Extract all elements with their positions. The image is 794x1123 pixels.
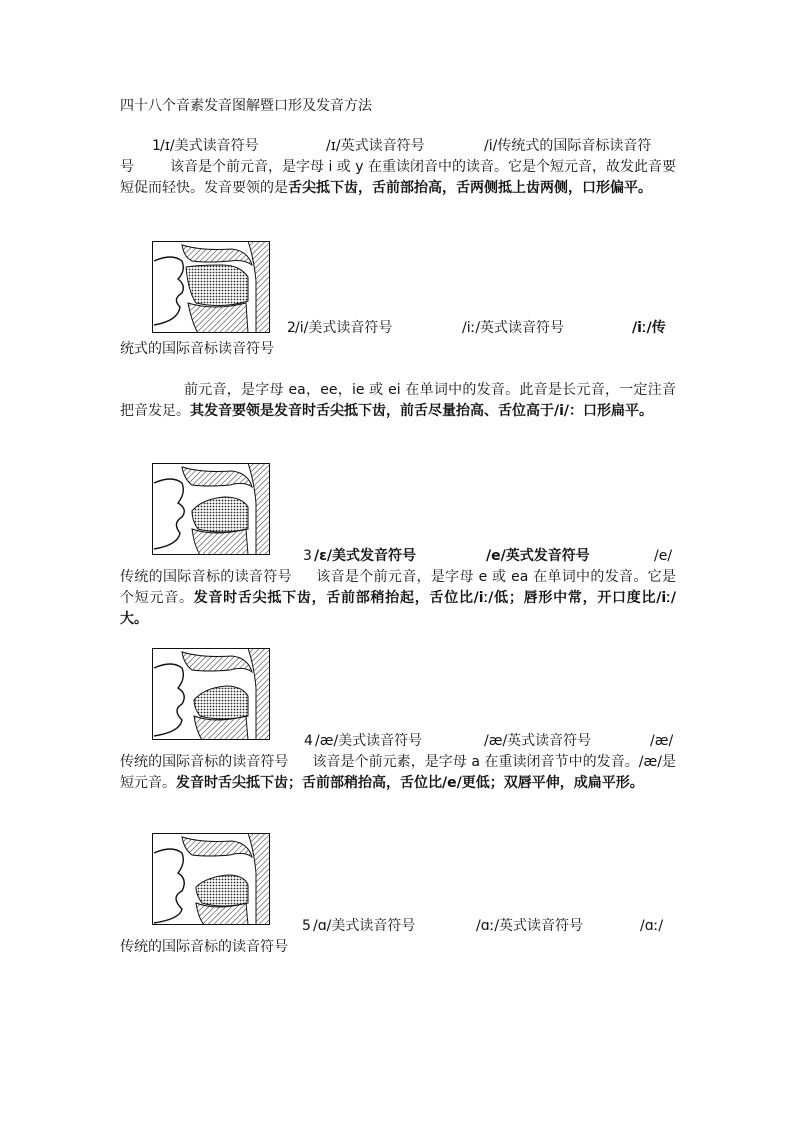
item-3-us-label: /ɛ/美式发音符号 [314,548,417,564]
item-2-trad-label-cont: 统式的国际音标读音符号 [120,341,274,357]
item-4-us-label: /æ/美式读音符号 [315,733,423,749]
item-4-desc-bold: 发音时舌尖抵下齿；舌前部稍抬高，舌位比/e/更低；双唇平伸，成扁平形。 [176,775,644,791]
item-1-uk-label: /ɪ/英式读音符号 [326,138,425,154]
item-1-us-label: /ɪ/美式读音符号 [160,138,259,154]
item-2-desc-bold: 其发音要领是发音时舌尖抵下齿，前舌尽量抬高、舌位高于/i/：口形扁平。 [190,403,654,419]
item-1-trad-label-cont: 号 [120,159,134,175]
item-3-trad-label: /e/ [654,548,673,564]
item-1-desc-bold: 舌尖抵下齿，舌前部抬高，舌两侧抵上齿两侧，口形偏平。 [288,180,652,196]
item-index: 4 [304,733,313,749]
item-3-header [303,546,312,567]
item-index: 1 [152,138,161,154]
item-3-uk-label: /e/英式发音符号 [486,548,590,564]
item-1-trad-label: /i/传统式的国际音标读音符 [484,138,652,154]
item-3-trad-label-cont: 传统的国际音标的读音符号 [120,569,292,585]
mouth-diagram-1 [152,241,270,333]
item-5-trad-label: /ɑː/ [640,918,664,934]
item-4-header [304,731,313,752]
item-1-description [120,157,676,199]
item-4-desc-normal: 该音是个前元素，是字母 a 在重读闭音节中的发音。/æ/是短元音。 [120,754,676,791]
mouth-diagram-4 [152,833,270,925]
item-3-desc-bold: 发音时舌尖抵下齿，舌前部稍抬起，舌位比/iː/低；唇形中常，开口度比/iː/大。 [120,590,677,627]
item-2-uk-label: /iː/英式读音符号 [462,320,565,336]
page-title: 四十八个音素发音图解暨口形及发音方法 [120,98,372,114]
item-index: 5 [302,918,311,934]
item-5-trad-label-cont: 传统的国际音标的读音符号 [120,939,288,955]
item-3-desc-normal: 该音是个前元音，是字母 e 或 ea 在单词中的发音。它是个短元音。 [120,569,677,606]
item-2-trad-label: /iː/传 [632,320,666,336]
mouth-diagram-3 [152,648,270,740]
item-4-trad-label: /æ/ [650,733,674,749]
item-index: 3 [303,548,312,564]
item-2-desc-normal: 前元音，是字母 ea，ee，ie 或 ei 在单词中的发音。此音是长元音，一定注音把音发足。 [120,382,676,419]
item-5-us-label: /ɑ/美式读音符号 [313,918,416,934]
item-4-description [120,752,676,794]
item-1-desc-normal: 该音是个前元音，是字母 i 或 y 在重读闭音中的读音。它是个短元音，故发此音要短促而轻快。发音要领的是 [120,159,676,196]
item-3-description [120,567,676,630]
item-index: 2 [287,320,296,336]
item-2-description [120,380,676,422]
item-5-uk-label: /ɑː/英式读音符号 [476,918,584,934]
item-4-trad-label-cont: 传统的国际音标的读音符号 [120,754,289,770]
mouth-diagram-2 [152,463,270,555]
item-4-uk-label: /æ/英式读音符号 [484,733,592,749]
item-5-header [302,916,311,937]
item-2-us-label: /i/美式读音符号 [295,320,393,336]
